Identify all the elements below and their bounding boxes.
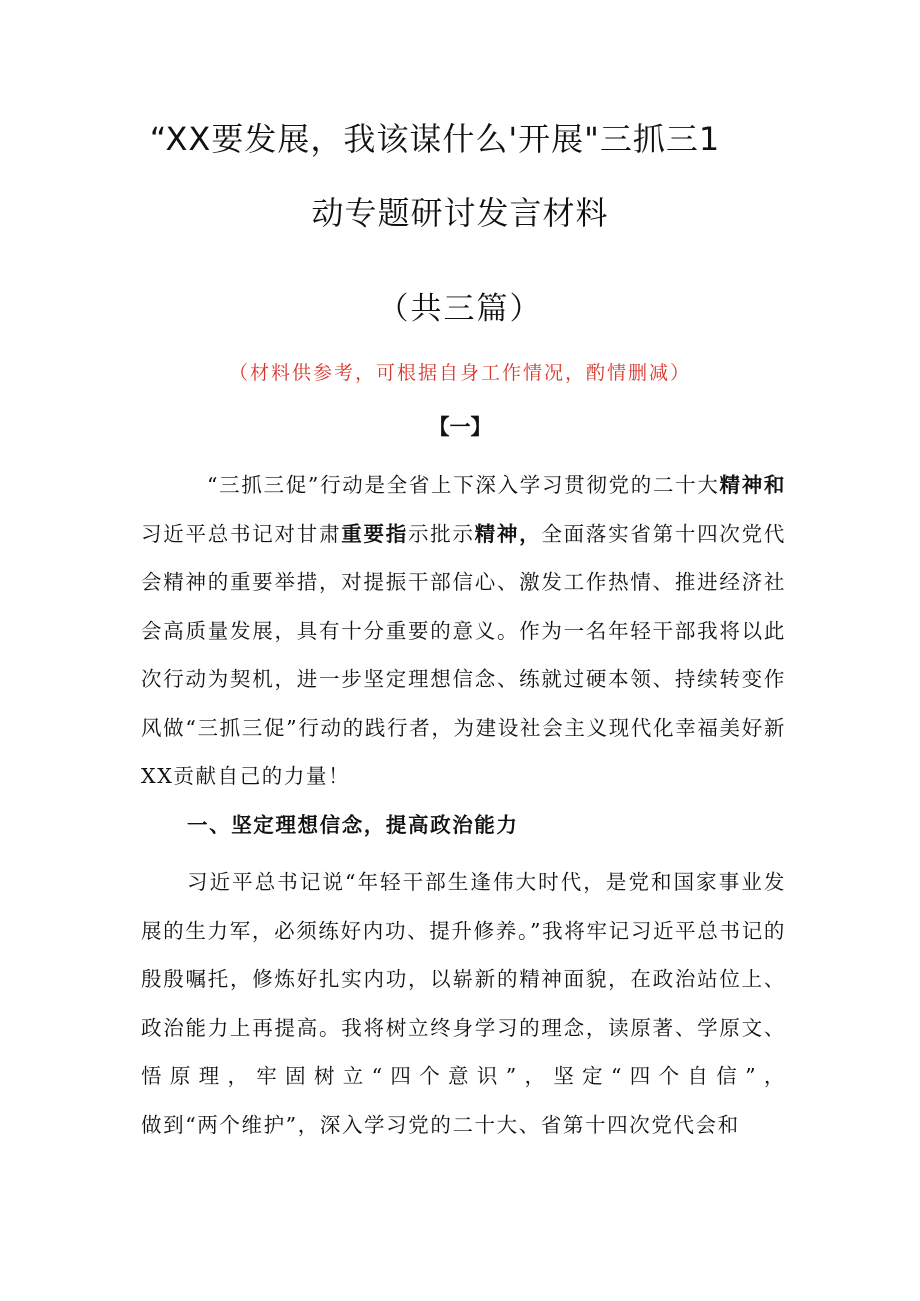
paragraph-section-1 [141, 858, 786, 1149]
paragraph-intro [141, 461, 786, 801]
document-subtitle: （共三篇） [377, 291, 543, 327]
bold-text: 重要指 [341, 521, 408, 546]
document-title-line-2: 动专题研讨发言材料 [311, 194, 609, 232]
paragraph-text: 示批示 [407, 521, 475, 546]
paragraph-text: 习近平总书记对甘肃 [141, 521, 342, 546]
reference-note: （材料供参考，可根据自身工作情况，酌情删减） [228, 362, 691, 384]
paragraph-text: 习近平总书记说“年轻干部生逢伟大时代，是党和国家事业发展的生力军，必须练好内功、提升修养。”我将牢记习近平总书记的殷殷嘱托，修炼好扎实内功，以崭新的精神面貌，在政治站位上、政治能力上再提高。我将树立终身学习的理念，读原著、学原文、悟原理，牢固树立“四个意识”，坚定“四个自信”， [141, 870, 786, 1088]
document-title-line-1: “XX要发展，我该谋什么'开展"三抓三1 [149, 120, 721, 158]
section-marker: 【一】 [428, 414, 492, 439]
paragraph-text: “三抓三促”行动是全省上下深入学习贯彻党的二十大 [207, 473, 720, 497]
bold-text: 精神， [474, 521, 542, 546]
paragraph-text-last-line: 做到“两个维护”，深入学习党的二十大、省第十四次党代会和 [141, 1112, 740, 1137]
section-heading: 一、坚定理想信念，提高政治能力 [187, 813, 519, 837]
bold-text: 精神和 [719, 473, 786, 497]
paragraph-text: 全面落实省第十四次党代会精神的重要举措，对提振干部信心、激发工作热情、推进经济社会高质量发展，具有十分重要的意义。作为一名年轻干部我将以此次行动为契机，进一步坚定理想信念、练就过硬本领、持续转变作风做“三抓三促”行动的践行者，为建设社会主义现代化幸福美好新XX贡献自己的力量！ [141, 521, 786, 788]
